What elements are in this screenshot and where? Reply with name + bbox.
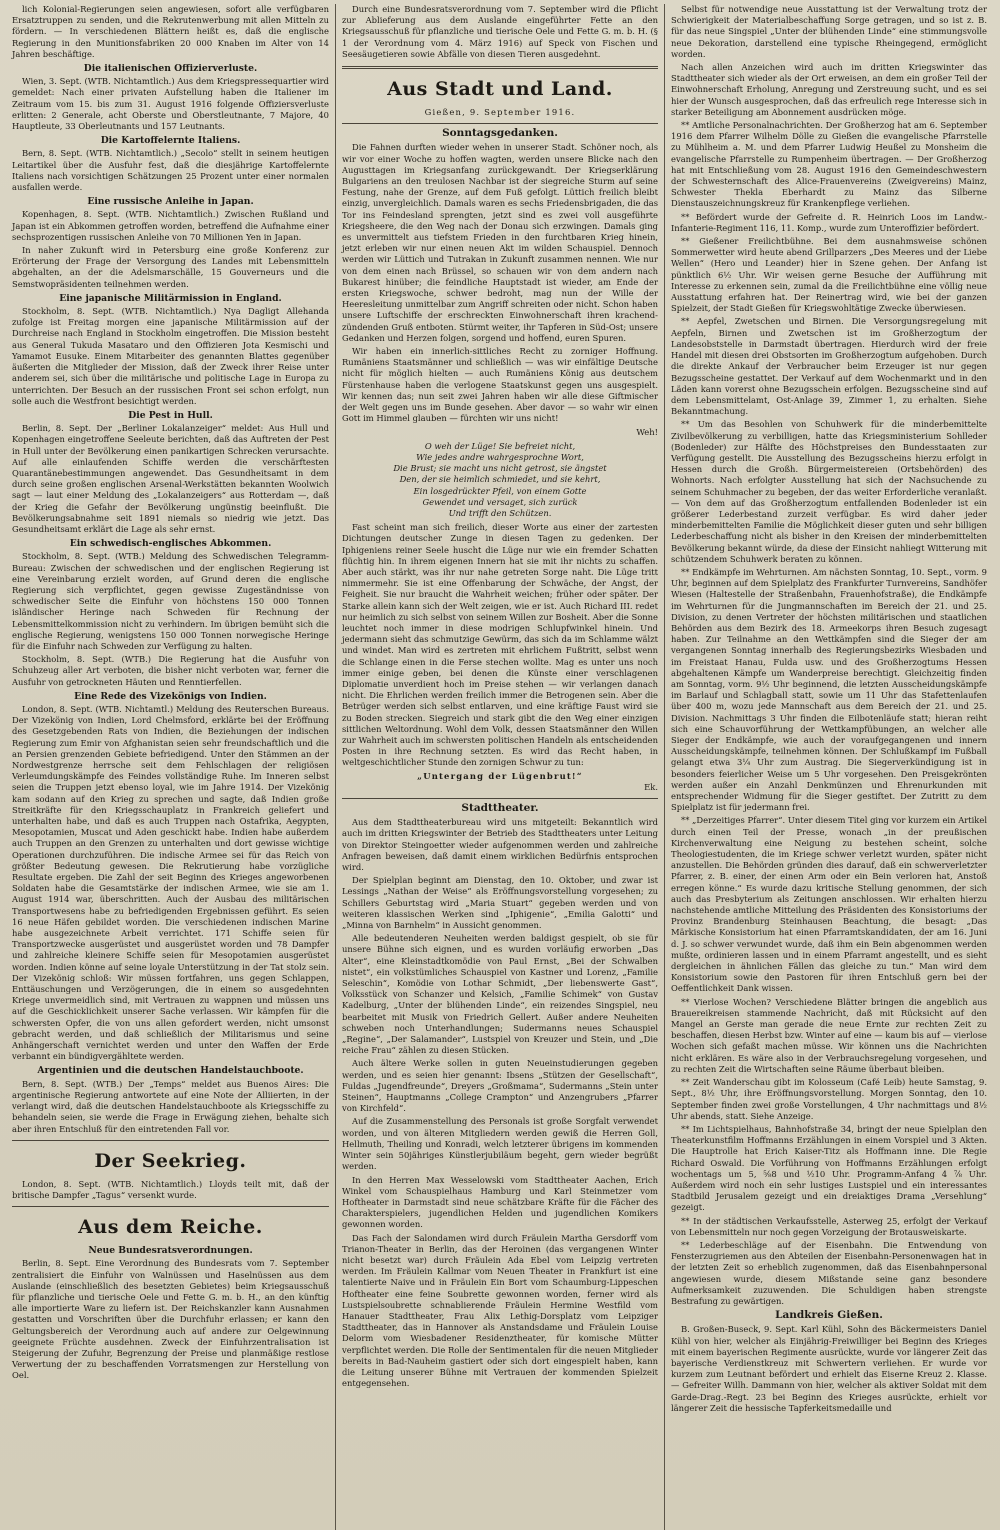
divider [12, 1206, 329, 1207]
article-paragraph: Bern, 8. Sept. (WTB. Nichtamtlich.) „Secolo“ stellt in seinem heutigen Leitartikel über die Ausfuhr fest, daß die diesjährige Kartoffelernte Italiens nach vorsichtigen Schätzungen 25 Prozent unter einer normalen ausfallen werde. [12, 148, 329, 193]
divider [12, 1140, 329, 1141]
article-paragraph: lich Kolonial-Regierungen seien angewiesen, sofort alle verfügbaren Ersatztruppen zu senden, und die Rekrutenwerbung mit allen Mitteln zu fördern. — In verschiedenen Blättern heißt es, daß die englische Regierung in den Munitionsfabriken 20 000 Knaben im Alter von 14 Jahren beschäftige. [12, 4, 329, 59]
article-paragraph: In naher Zukunft wird in Petersburg eine große Konferenz zur Erörterung der Frage der Versorgung des Landes mit Lebensmitteln abgehalten, an der die Adelsmarschälle, 15 Gouverneurs und die Semstwopräsidenten teilnehmen werden. [12, 245, 329, 289]
closing-oath: „Untergang der Lügenbrut!“ [417, 770, 583, 781]
news-item: ** Um das Besohlen von Schuhwerk für die minderbemittelte Zivilbevölkerung zu verbilligen, hatte das Kriegsministerium Sohlleder (Bodenleder) zur Hälfte des Höchstpreises den Bundesstaaten zur Verfügung gestellt. Die Ausstellung des Bezugsscheins hierzu erfolgt in Hessen durch die Großh. Bürgermeistereien (Ortsbehörden) des Wohnorts. Nach erfolgter Ausstellung hat sich der Nachsuchende zu seinem Schuhmacher zu begeben, der das weiter Erforderliche veranlaßt. — Von dem auf das Großherzogtum entfallenden Bodenleder ist ein größerer Lederbestand zurzeit verfügbar. Es wird daher jeder minderbemittelten Familie die Möglichkeit dieser guten und sehr billigen Lederbeschaffung nicht als bisher in den Kreisen der minderbemittelten Bevölkerung bekannt würde, da diese der Einsicht nahliegt Witterung mit schützendem Schuhwerk beraten zu können. [671, 419, 987, 564]
article-paragraph: Der Spielplan beginnt am Dienstag, den 10. Oktober, und zwar ist Lessings „Nathan der Weise“ als Eröffnungsvorstellung vorgesehen; zu Schillers Geburtstag wird „Maria Stuart“ gegeben werden und von weiteren klassischen Werken sind „Iphigenie“, „Emilia Galotti“ und „Minna von Barnhelm“ in Aussicht genommen. [342, 875, 658, 931]
news-item: ** Im Lichtspielhaus, Bahnhofstraße 34, bringt der neue Spielplan den Theaterkunstfilm Hoffmanns Erzählungen in einem Vorspiel und 3 Akten. Die Hauptrolle hat Erich Kaiser-Titz als Hoffmann inne. Die Regie Richard Oswald. Die Vorführung von Hoffmanns Erzählungen erfolgt wochentags um 5, ⅝8 und ½10 Uhr. Programm-Anfang 4 ⅞ Uhr. Außerdem wird noch ein sehr lustiges Lustspiel und ein interessantes Stadtbild Jerusalem gezeigt und ein dreiaktiges Drama „Versehlung“ gezeigt. [671, 1123, 987, 1213]
news-item: ** In der städtischen Verkaufsstelle, Asterweg 25, erfolgt der Verkauf von Lebensmitteln nur noch gegen Vorzeigung der Brotausweiskarte. [671, 1215, 987, 1237]
column-2 [335, 4, 664, 1530]
article-paragraph: Auch ältere Werke sollen in guten Neueinstudierungen gegeben werden, und es seien hier genannt: Ibsens „Stützen der Gesellschaft“, Fuldas „Jugendfreunde“, Dreyers „Großmama“, Sudermanns „Stein unter Steinen“, Hauptmanns „College Crampton“ und Anzengrubers „Pfarrer von Kirchfeld“. [342, 1058, 658, 1114]
poem-line: Und trifft den Schützen. [448, 507, 552, 518]
article-paragraph: Durch eine Bundesratsverordnung vom 7. September wird die Pflicht zur Ablieferung aus dem Auslande eingeführter Fette an den Kriegsausschuß für pflanzliche und tierische Oele und Fette G. m. b. H. (§ 1 der Verordnung vom 4. März 1916) auf Speck von Fischen und Seesäugetieren sowie Abfälle von diesen Tieren ausgedehnt. [342, 4, 658, 59]
poem-line: Ein losgedrückter Pfeil, von einem Gotte [413, 485, 587, 496]
news-item: ** „Derzeitiges Pfarrer“. Unter diesem Titel ging vor kurzem ein Artikel durch einen Teil der Presse, wonach „in der preußischen Kirchenverwaltung eine Neigung zu bestehen scheint, solche Theologiestudenten, die im Kriege schwer verletzt wurden, später nicht anzustellen. Die Behörden gründen dies darauf, daß ein schwerverletzter Pfarrer, z. B. einer, der einen Arm oder ein Bein verloren hat, Anstoß erregen könne.“ Es wurde dazu kritische Stellung genommen, der sich auch das Presbyterium als Zeitungen anschlossen. Wir erhalten hierzu nachstehende amtliche Mitteilung des Präsidenten des Konsistoriums der Provinz Brandenburg Steinhausen Beachtung, die besagt: „Das Märkische Konsistorium hat einen Pfarramtskandidaten, der am 16. Juni d. J. so schwer verwundet wurde, daß ihm ein Bein abgenommen werden mußte, ordinieren lassen und in einem Pfarramt angestellt, und es sieht dergleichen in ähnlichen Fällen das gleiche zu tun.“ Man wird dem Konsistorium sowie den Pastoren für ihren Entschluß gern bei der Oeffentlichkeit Dank wissen. [671, 815, 987, 994]
article-paragraph: Stockholm, 8. Sept. (WTB.) Meldung des Schwedischen Telegramm-Bureau: Zwischen der schwedischen und der englischen Regierung ist eine Vereinbarung erzielt worden, auf Grund deren die englische Regierung sich verpflichtet, gegen gewisse Zugeständnisse von schwedischer Seite die Einfuhr von höchstens 150 000 Tonnen isländischer Heringe nach Schweden für Rechnung der Lebensmittelkommission nicht zu verhindern. Im übrigen bemüht sich die englische Regierung, wenigstens 150 000 Tonnen norwegische Heringe für die Einfuhr nach Schweden zur Verfügung zu halten. [12, 551, 329, 651]
news-item: ** Endkämpfe im Wehrturnen. Am nächsten Sonntag, 10. Sept., vorm. 9 Uhr, beginnen auf dem Spielplatz des Frankfurter Turnvereins, Sandhöfer Wiesen (Haltestelle der Straßenbahn, Frauenhofstraße), die Endkämpfe im Wehrturnen für die Jungmannschaften im Bereich der 21. und 25. Division, zu denen Vertreter der höchsten militärischen und staatlichen Behörden aus dem Bezirk des 18. Armeekorps ihren Besuch zugesagt haben. Zur Teilnahme an den Wettkämpfen sind die Sieger der am vergangenen Sonntag innerhalb des Regierungsbezirks Wiesbaden und im Freistaat Hanau, Fulda usw. und des Großherzogtums Hessen abgehaltenen Kämpfe um Wanderpreise berechtigt. Gleichzeitig finden am Sonntag, vorm. 9½ Uhr beginnend, die letzten Ausscheidungskämpfe im Barlauf und Schlagball statt, sowie um 11 Uhr das Stafettenlaufen über 400 m, wozu jede Mannschaft aus dem Bereich der 21. und 25. Division. Nachmittags 3 Uhr finden die Eilbotenläufe statt; hieran reiht sich eine Schauvorführung der Wettkampfübungen, an welcher alle Sieger der Endkämpfe, wie auch der voraufgegangenen und innern Ausscheidungskämpfe, teilnehmen können. Der Schlußkampf im Fußball gelangt etwa 3¼ Uhr zum Austrag. Die Siegerverkündigung ist in besonders feierlicher Weise um 5 Uhr vorgesehen. Den Preisgekrönten werden außer ein Anzahl Denkmünzen und Ehrenurkunden mit entsprechender Widmung für die Sieger gestiftet. Der Zutritt zu dem Spielplatz ist für jedermann frei. [671, 566, 987, 813]
article-heading: Eine russische Anleihe in Japan. [87, 196, 254, 208]
article-paragraph: London, 8. Sept. (WTB. Nichtamtlich.) Lloyds teilt mit, daß der britische Dampfer „Tagus“ versenkt wurde. [12, 1178, 329, 1200]
poem-line: Gewendet und versaget, sich zurück [422, 496, 578, 507]
poem [342, 441, 658, 519]
article-paragraph: London, 8. Sept. (WTB. Nichtamtl.) Meldung des Reuterschen Bureaus. Der Vizekönig von Indien, Lord Chelmsford, erklärte bei der Eröffnung des Gesetzgebenden Rats von Indien, die Beziehungen der indischen Regierung zum Emir von Afghanistan seien sehr freundschaftlich und die an Persien grenzenden Gebiete befriedigend. Unter den Stämmen an der Nordwestgrenze herrsche seit dem Fehlschlagen der religiösen Verleumdungskämpfe des Feindes vollständige Ruhe. Im Inneren selbst seien die Truppen jetzt ebenso loyal, wie im Jahre 1914. Der Vizekönig kam sodann auf den Krieg zu sprechen und sagte, daß Indien große Streitkräfte für den Kriegsschauplatz in Frankreich geliefert und unterhalten habe, und daß es auch Truppen nach Ostafrika, Aegypten, Mesopotamien, Muscat und Aden geschickt habe. Indien habe außerdem auch Truppen an den Grenzen zu unterhalten und dort gewisse wichtige Operationen durchzuführen. Die indische Armee sei für das Reich von größter Bedeutung gewesen. Die Rekrutierung habe vorzügliche Resultate ergeben. Die Zahl der seit Beginn des Krieges angeworbenen Soldaten habe die Gesamtstärke der indischen Armee, wie sie am 1. August 1914 war, überschritten. Auch der Ausbau des militärischen Transportwesens habe zu befriedigenden Ergebnissen geführt. Es seien 16 neue Häfen gebildet worden. Die verschiedenen indischen Marine habe ausgezeichnete Arbeit verrichtet. 171 Schiffe seien für Transportzwecke ausgerüstet und ausgerüstet worden und 78 Dampfer und zahlreiche kleinere Schiffe seien für Mesopotamien ausgerüstet worden. Indien könne auf seine loyale Unterstützung in der Tat stolz sein. Der Vizekönig schloß: Wir müssen fortfahren, uns gegen Schlappen, Enttäuschungen und Verzögerungen, die in einem so ausgedehnten Kriege unvermeidlich sind, mit Vertrauen zu wappnen und müssen uns auf die Geschicklichkeit unserer Sache verlassen. Wir kämpfen für die schwersten Opfer, die von uns allen gefordert werden, nicht umsonst gebracht werden, und daß schließlich der Militarismus und seine Anhängerschaft vernichtet werden und unter den Waffen der Erde verbannt ein bündigvergähltete werden. [12, 703, 329, 1062]
news-item: ** Vierlose Wochen? Verschiedene Blätter bringen die angeblich aus Brauereikreisen stammende Nachricht, daß mit Rücksicht auf den Mangel an Gerste man gerade die neue Ernte zur rechten Zeit zu beschaffen, diesen Herbst bzw. Winter auf eine — kaum bis auf — vierlose Wochen sich gefaßt machen müsse. Wir können uns die Nachrichten nicht erklären. Es wäre also in der Verbrauchsregelung vorgesehen, und zu rechten Zeit die Wirtschaften seine Räume überbaut bleiben. [671, 996, 987, 1074]
section-heading-reiche: Aus dem Reiche. [78, 1216, 263, 1239]
article-heading: Die italienischen Offizierverluste. [83, 63, 258, 75]
divider [342, 123, 658, 124]
article-heading: Neue Bundesratsverordnungen. [88, 1245, 253, 1257]
article-paragraph: Auf die Zusammenstellung des Personals ist große Sorgfalt verwendet worden, und von älteren Mitgliedern werden gewiß die Herren Goll, Hellmuth, Theiling und Konradi, welch letzterer übrigens im kommenden Winter sein 50jähriges Künstlerjubiläum begeht, gern wieder begrüßt werden. [342, 1116, 658, 1172]
poem-line: Den, der sie heimlich schmiedet, und sie kehrt, [399, 474, 601, 485]
article-paragraph: In den Herren Max Wesselowski vom Stadttheater Aachen, Erich Winkel vom Schauspielhaus Hamburg und Karl Steinmetzer vom Hoftheater in Darmstadt sind neue schätzbare Kräfte für die Fächer des Charakterspielers, jugendlichen Helden und jugendlichen Komikers gewonnen worden. [342, 1174, 658, 1230]
article-paragraph: Fast scheint man sich freilich, dieser Worte aus einer der zartesten Dichtungen deutscher Zunge in diesen Tagen zu gedenken. Der Iphigeniens reiner Seele huscht die Lüge nur wie ein fremder Schatten flüchtig hin. In ihrem eigenen Innern hat sie mit ihr nichts zu schaffen. Aber auch stärkt, was ihr nur nahe getreten Sorge naht. Die Lüge tritt nimmermehr. Sie ist eine Offenbarung der Schwäche, der Angst, der Feigheit. Sie nur braucht die Wahrheit weichen; früher oder später. Der Starke allein kann sich der Welt zeigen, wie er ist. Auch Richard III. redet nur heimlich zu sich selbst von seinem Willen zur Bosheit. Aber die Sonne leuchtet noch immer in diese modrigen Schlupfwinkel hinein. Und jedermann sieht das schmutzige Gewürm, das sich da im Schlamme wälzt und windet. Man wird es zertreten mit ehrlichem Fußtritt, selbst wenn die Schlange einen in die Ferse stechen wollte. Mag es unter uns noch immer einige geben, bei denen die Künste einer verschlagenen Diplomatie unverdient hoch im Preise stehen — wir verlangen danach nicht. Die Ehrlichen werden freilich immer die Betrogenen sein. Aber die Betrüger werden sich selbst entlarven, und eine kräftige Faust wird sie zu Boden strecken. Siegreich und stark gibt die den Weg einer einzigen sittlichen Weltordnung. Wohl dem Volk, dessen Staatsmänner den Willen zur Wahrheit auch im schwersten politischen Handeln als entscheidenden Posten in ihre Rechnung setzten. Es wird das Recht haben, in weltgeschichtlicher Stunde den zornigen Schwur zu tun: [342, 522, 658, 768]
news-item: ** Aepfel, Zwetschen und Birnen. Die Versorgungsregelung mit Aepfeln, Birnen und Zwetschen ist im Großherzogtum der Landesobststelle in Darmstadt übertragen. Hierdurch wird der freie Handel mit diesen drei Obstsorten im Großherzogtum aufgehoben. Durch die direkte Ankauf der Verbraucher beim Erzeuger ist nur gegen Bezugsscheine gestattet. Der Verkauf auf dem Wochenmarkt und in den Läden kann vorerst ohne Bezugsschein erfolgen. Bezugsscheine sind auf dem Lebensmittelamt, Ost-Anlage 39, Zimmer 1, zu erhalten. Siehe Bekanntmachung. [671, 316, 987, 417]
news-item: ** Lederbeschläge auf der Eisenbahn. Die Entwendung von Fensterzugriemen aus den Abteilen der Eisenbahn-Personenwagen hat in der letzten Zeit so erheblich zugenommen, daß das Eisenbahnpersonal angewiesen wurde, diesem Mißstande seine ganz besondere Aufmerksamkeit zuzuwenden. Die Schuldigen haben strengste Bestrafung zu gewärtigen. [671, 1239, 987, 1306]
article-heading: Ein schwedisch-englisches Abkommen. [69, 538, 272, 550]
article-paragraph: Die Fahnen durften wieder wehen in unserer Stadt. Schöner noch, als wir vor einer Woche zu hoffen wagten, werden unsere Blicke nach den Augusttagen im Kriegsanfang zurückgewandt. Der Kriegserklärung Bulgariens an den treulosen Nachbar ist der siegreiche Sturm auf seine Festung, nahe der Grenze, auf dem Fuß gefolgt. Lüttich freilich bleibt einzig, unvergleichlich. Damals waren es sechs Friedensbrigaden, die das Tor ins Feindesland sprengten, jetzt sind es zwei voll ausgeführte Kriegsheere, die den Weg nach der Donau sich erzwingen. Damals ging es unvermittelt aus tiefstem Frieden in den furchtbaren Krieg hinein, jetzt erleben wir nur einen neuen Akt im wilden Schauspiel. Dennoch werden wir Lüttich und Tutrakan in Zukunft zusammen nennen. Wie nur von dem einen nach Brüssel, so schauen wir von dem andern nach Bukarest hinüber; die feindliche Hauptstadt ist wieder, am Ende der ersten Kriegswoche, schwer bedroht, mag nun der Wille der Heeresleitung unmittelbar zum Angriff schreiten oder nicht. Schon haben unsere Luftschiffe der erschreckten Einwohnerschaft ihren krachend-zündenden Gruß entboten. Stürmt weiter, ihr Tapferen in Süd-Ost; unsere Gedanken und Herzen folgen, sorgend und hoffend, euren Spuren. [342, 142, 658, 343]
poem-line: Wie jedes andre wahrgesprochne Wort, [416, 451, 584, 462]
article-paragraph: Wir haben ein innerlich-sittliches Recht zu zorniger Hoffnung. Rumäniens Staatsmänner und schließlich — was wir einfältige Deutsche nicht für möglich hielten — auch Rumäniens König aus deutschem Fürstenhause haben die verlogene Staatskunst gegen uns ausgespielt. Wir kennen das; nun seit zwei Jahren haben wir alle diese Giftmischer der Welt gegen uns im Bunde gesehen. Aber davor — so wahr wir einen Gott im Himmel glauben — fürchten wir uns nicht! [342, 346, 658, 424]
poem-title: Weh! [636, 426, 658, 437]
divider [342, 66, 658, 69]
article-heading: Argentinien und die deutschen Handelstauchboote. [37, 1065, 304, 1077]
news-item: ** Zeit Wanderschau gibt im Kolosseum (Café Leib) heute Samstag, 9. Sept., 8½ Uhr, ihre Eröffnungsvorstellung. Morgen Sonntag, den 10. September finden zwei große Vorstellungen, 4 Uhr nachmittags und 8½ Uhr abends, statt. Siehe Anzeige. [671, 1077, 987, 1121]
section-heading-stadt: Aus Stadt und Land. [387, 78, 613, 101]
article-paragraph: Bern, 8. Sept. (WTB.) Der „Temps“ meldet aus Buenos Aires: Die argentinische Regierung antwortete auf eine Note der Alliierten, in der verlangt wird, daß die deutschen Handelstauchboote als Kriegsschiffe zu behandeln seien, sie werde die Frage in Erwägung ziehen, behalte sich aber ihren Entschluß für den eintretenden Fall vor. [12, 1078, 329, 1134]
article-heading: Eine japanische Militärmission in England. [59, 292, 282, 304]
article-heading: Die Kartoffelernte Italiens. [100, 135, 241, 147]
article-paragraph: Alle bedeutenderen Neuheiten werden baldigst gespielt, ob sie für unsere Bühne sich eignen, und es wurden vorläufig erworben „Das Alter“, eine Kleinstadtkomödie von Paul Ernst, „Bei der Schwalben nistet“, ein volkstümliches Schauspiel von Kastner und Lorenz, „Familie Seleschin“, Komödie von Lothar Schmidt, „Der liebenswerte Gast“, Volksstück von Schanzer und Kelsich, „Familie Schimek“ von Gustav Kadelburg, „Unter der blühenden Linde“, ein reizendes Singspiel, neu bearbeitet mit Musik von Friedrich Gellert. Außer andere Neuheiten schweben noch Unterhandlungen; Sudermanns neues Schauspiel „Regine“, „Der Salamander“, Lustspiel von Kreuzer und Stein, und „Die reiche Frau“ zählen zu diesen Stücken. [342, 933, 658, 1056]
article-paragraph: Selbst für notwendige neue Ausstattung ist der Verwaltung trotz der Schwierigkeit der Materialbeschaffung Sorge getragen, und so ist z. B. für das neue Singspiel „Unter der blühenden Linde“ eine stimmungsvolle neue Dekoration, darstellend eine typische Rheingegend, ermöglicht worden. [671, 4, 987, 59]
article-paragraph: Stockholm, 8. Sept. (WTB. Nichtamtlich.) Nya Dagligt Allehanda zufolge ist Freitag morgen eine japanische Militärmission auf der Durchreise nach England in Stockholm eingetroffen. Die Mission besteht aus General Tukuda Masataro und den Offizieren Jota Kesmischi und Yamamot Eusuke. Einem Mitarbeiter des genannten Blattes gegenüber äußerten die Mitglieder der Mission, daß der Zweck ihrer Reise unter anderem sei, sich über die militärische und politische Lage in Europa zu unterrichten. Der Besuch an der russischen Front sei schon erfolgt, nun solle auch die Westfront besichtigt werden. [12, 306, 329, 406]
article-paragraph: Wien, 3. Sept. (WTB. Nichtamtlich.) Aus dem Kriegspressequartier wird gemeldet: Nach einer privaten Aufstellung haben die Italiener im Zeitraum vom 15. bis zum 31. August 1916 folgende Offiziersverluste erlitten: 2 Generale, acht Oberste und Oberstleutnante, 7 Majore, 40 Hauptleute, 33 Oberleutnants und 157 Leutnants. [12, 76, 329, 132]
news-item: B. Großen-Buseck, 9. Sept. Karl Kühl, Sohn des Bäckermeisters Daniel Kühl von hier, welcher als Einjährig-Freiwilliger bei Beginn des Krieges mit einem bayerischen Regimente ausrückte, wurde vor längerer Zeit das bayerische Verdienstkreuz mit Schwertern verliehen. Er wurde vor kurzem zum Leutnant befördert und erhielt das Eiserne Kreuz 2. Klasse. — Gefreiter Willh. Dammann von hier, welcher als aktiver Soldat mit dem Garde-Drag.-Regt. 23 bei Beginn des Krieges ausrückte, erhielt vor längerer Zeit die hessische Tapferkeitsmedaille und [671, 1324, 987, 1413]
article-paragraph: Berlin, 8. Sept. Eine Verordnung des Bundesrats vom 7. September zentralisiert die Einfuhr von Walnüssen und Haselnüssen aus dem Auslande (einschließlich des besetzten Gebietes) beim Kriegsausschuß für pflanzliche und tierische Oele und Fette G. m. b. H., an den künftig alle importierte Ware zu liefern ist. Der Reichskanzler kann Ausnahmen gestatten und Vorschriften über die Durchfuhr erlassen; er kann den Geltungsbereich der Verordnung auch auf andere zur Oelgewinnung geeignete Früchte ausdehnen. Zweck der Einfuhrzentralisation ist Steigerung der Zufuhr, Begrenzung der Preise und planmäßige restlose Verwertung der zu beschaffenden Vorratsmengen zur Herstellung von Oel. [12, 1258, 329, 1381]
news-item: ** Befördert wurde der Gefreite d. R. Heinrich Loos im Landw.-Infanterie-Regiment 116, 11. Komp., wurde zum Unteroffizier befördert. [671, 211, 987, 233]
article-heading: Landkreis Gießen. [775, 1309, 883, 1322]
author-signature: Ek. [644, 781, 658, 792]
article-paragraph: Das Fach der Salondamen wird durch Fräulein Martha Gersdorff vom Trianon-Theater in Berlin, das der Heroinen (das vergangenen Winter nicht besetzt war) durch Fräulein Ada Ebel vom Leipzig vertreten werden. Im Fräulein Kallmar vom Neuen Theater in Frankfurt ist eine talentierte Naive und in Fräulein Ein Bort vom Schaumburg-Lippeschen Hoftheater eine feine Soubrette gewonnen worden, ferner wird als Lustspielsoubrette schnablierende Fräulein Hermine Westfild vom Hanauer Stadttheater, Frau Alix Lethig-Dorsplatz vom Leipziger Stadttheater, das in Hannover als Anstandsdame und Fräulein Louise Delorm vom Wiesbadener Residenztheater, für komische Mütter verpflichtet werden. Die Rolle der Sentimentalen für die neuen Mitglieder bereits in Bad-Nauheim gastiert oder sich dort eingespielt haben, kann die Leitung unserer Bühne mit Vertrauen der kommenden Spielzeit entgegensehen. [342, 1232, 658, 1389]
article-heading: Stadttheater. [461, 802, 539, 814]
article-paragraph: Nach allen Anzeichen wird auch im dritten Kriegswinter das Stadttheater sich wieder als der Ort erweisen, an dem ein großer Teil der Einwohnerschaft Erholung, Anregung und Zerstreuung sucht, und es sei hier der Wunsch ausgesprochen, daß das erfreulich rege Interesse sich in starker Beteiligung am Abonnement ausdrücken möge. [671, 62, 987, 117]
article-paragraph: Berlin, 8. Sept. Der „Berliner Lokalanzeiger“ meldet: Aus Hull und Kopenhagen eingetroffene Seeleute berichten, daß das Auftreten der Pest in Hull unter der Bevölkerung einen panikartigen Schrecken verursachte. Auf alle einlaufenden Schiffe werden die verschärftesten Quarantänebestimmungen angewendet. Das Gesundheitsamt in dem durch seine großen englischen Arsenal-Werkstätten bekannten Woolwich sagt — laut einer Meldung des „Lokalanzeigers“ aus Rotterdam —, daß der Krieg die Gefahr der Bevölkerung ungünstig beeinflußt. Die Bevölkerungsabnahme seit 1891 niemals so niedrig wie jetzt. Das Gesundheitsamt erklärt die Lage als sehr ernst. [12, 423, 329, 534]
news-item: ** Gießener Freilichtbühne. Bei dem ausnahmsweise schönen Sommerwetter wird heute abend Grillparzers „Des Meeres und der Liebe Wellen“ (Hero und Leander) hier in Szene gehen. Der Anfang ist pünktlich 6½ Uhr. Wir weisen gerne Besuche der Aufführung mit Interesse zu erkennen sein, zumal da die Freilichtbühne eine völlig neue Ausstattung erfahren hat. Der Reinertrag wird, wie bei der ganzen Spielzeit, der Stadt Gießen für Kriegswohltätige Zwecke überwiesen. [671, 236, 987, 314]
article-heading: Eine Rede des Vizekönigs von Indien. [74, 690, 267, 702]
article-paragraph: Stockholm, 8. Sept. (WTB.) Die Regierung hat die Ausfuhr von Schuhzeug aller Art verboten, die bisher nicht verboten war, ferner die Ausfuhr von getrockneten Häuten und Renntierfellen. [12, 654, 329, 687]
poem-line: O weh der Lüge! Sie befreiet nicht, [424, 440, 576, 451]
article-paragraph: Aus dem Stadttheaterbureau wird uns mitgeteilt: Bekanntlich wird auch im dritten Kriegswinter der Betrieb des Stadttheaters unter Leitung von Direktor Steingoetter wieder aufgenommen werden und zahlreiche Anfragen beweisen, daß damit einem wirklichen Bedürfnis entsprochen wird. [342, 817, 658, 873]
news-item: ** Amtliche Personalnachrichten. Der Großherzog hat am 6. September 1916 dem Pfarrer Wilhelm Dölle zu Gießen die evangelische Pfarrstelle zu Mühlheim a. M. und dem Pfarrer Ludwig Heußel zu Monsheim die evangelische Pfarrstelle zu Rumpenheim übertragen. — Der Großherzog hat mit Entschließung vom 28. August 1916 den Gemeindeschwestern der Schwesternschaft des Alice-Frauenvereins (Zweigvereins) Mainz, Schwester Thekla Eberhardt zu Mainz das Silberne Dienstauszeichnungskreuz für Krankenpflege verliehen. [671, 120, 987, 209]
article-heading: Die Pest in Hull. [128, 409, 213, 421]
poem-line: Die Brust; sie macht uns nicht getrost, sie ängstet [393, 463, 607, 474]
column-3 [664, 4, 993, 1530]
article-paragraph: Kopenhagen, 8. Sept. (WTB. Nichtamtlich.) Zwischen Rußland und Japan ist ein Abkommen getroffen worden, betreffend die Aufnahme einer sechsprozentigen russischen Anleihe von 70 Millionen Yen in Japan. [12, 209, 329, 242]
article-heading: Sonntagsgedanken. [442, 127, 558, 140]
divider [342, 798, 658, 799]
column-1 [6, 4, 335, 1530]
section-heading-seekrieg: Der Seekrieg. [94, 1149, 247, 1172]
dateline: Gießen, 9. September 1916. [424, 107, 576, 118]
